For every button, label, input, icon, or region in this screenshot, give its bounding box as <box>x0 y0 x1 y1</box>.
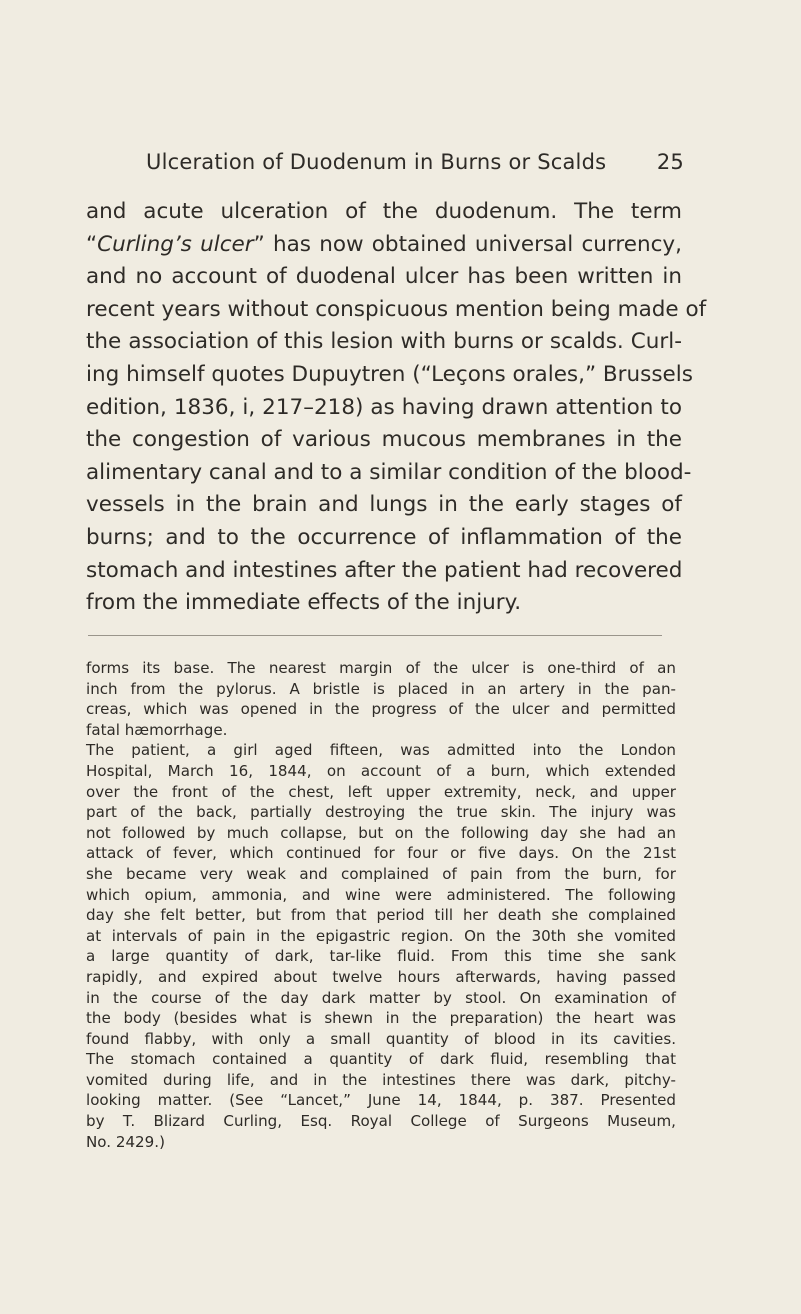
note-line: The patient, a girl aged fifteen, was admitted into the London <box>86 741 676 760</box>
note-line: in the course of the day dark matter by stool. On examination of <box>86 988 676 1007</box>
main-paragraph <box>86 196 707 620</box>
main-text-line: edition, 1836, i, 217–218) as having drawn attention to <box>86 394 682 420</box>
note-line: at intervals of pain in the epigastric region. On the 30th she vomited <box>86 926 676 945</box>
note-line: No. 2429.) <box>86 1132 165 1151</box>
section-divider <box>88 635 662 636</box>
note-line: vomited during life, and in the intestines there was dark, pitchy- <box>86 1070 676 1089</box>
running-head <box>146 150 684 174</box>
italic-term: Curling’s ulcer <box>97 231 254 257</box>
note-line: part of the back, partially destroying the true skin. The injury was <box>86 803 676 822</box>
note-line: inch from the pylorus. A bristle is placed in an artery in the pan- <box>86 679 676 698</box>
main-text-line: and acute ulceration of the duodenum. The term <box>86 199 682 224</box>
note-line: rapidly, and expired about twelve hours afterwards, having passed <box>86 967 676 986</box>
note-line: Hospital, March 16, 1844, on account of a burn, which extended <box>86 761 676 780</box>
note-line: a large quantity of dark, tar-like fluid. From this time she sank <box>86 947 676 966</box>
note-line: fatal hæmorrhage. <box>86 720 228 739</box>
note-line: the body (besides what is shewn in the preparation) the heart was <box>86 1009 676 1028</box>
main-text-line: vessels in the brain and lungs in the early stages of <box>86 492 682 518</box>
note-line: by T. Blizard Curling, Esq. Royal College of Surgeons Museum, <box>86 1112 676 1131</box>
main-text-line: and no account of duodenal ulcer has been written in <box>86 264 682 290</box>
note-line: she became very weak and complained of pain from the burn, for <box>86 864 676 883</box>
main-text-line: stomach and intestines after the patient had recovered <box>86 557 683 583</box>
running-head-title: Ulceration of Duodenum in Burns or Scalds <box>146 150 607 174</box>
note-line: day she felt better, but from that period till her death she complained <box>86 906 676 925</box>
page-number: 25 <box>656 150 684 174</box>
note-line: found flabby, with only a small quantity of blood in its cavities. <box>86 1029 676 1048</box>
main-text-line: burns; and to the occurrence of inflammation of the <box>86 524 682 550</box>
main-text-line: recent years without conspicuous mention being made of <box>86 296 707 322</box>
main-text-line: “Curling’s ulcer” has now obtained universal currency, <box>86 231 682 257</box>
note-line: attack of fever, which continued for four or five days. On the 21st <box>86 844 676 863</box>
main-text-line: ing himself quotes Dupuytren (“Leçons orales,” Brussels <box>86 361 693 387</box>
specimen-note <box>86 658 676 1152</box>
note-line: The stomach contained a quantity of dark fluid, resembling that <box>86 1050 676 1069</box>
note-line: which opium, ammonia, and wine were administered. The following <box>86 885 676 904</box>
note-line: creas, which was opened in the progress of the ulcer and permitted <box>86 700 676 719</box>
main-text-line: from the immediate effects of the injury. <box>86 590 522 616</box>
main-text-line: alimentary canal and to a similar condition of the blood- <box>86 459 692 485</box>
note-line: not followed by much collapse, but on the following day she had an <box>86 823 676 842</box>
main-text-line: the congestion of various mucous membranes in the <box>86 427 682 453</box>
note-line: looking matter. (See “Lancet,” June 14, 1844, p. 387. Presented <box>86 1091 676 1110</box>
note-line: over the front of the chest, left upper extremity, neck, and upper <box>86 782 676 801</box>
main-text-line: the association of this lesion with burns or scalds. Curl- <box>86 329 682 355</box>
note-line: forms its base. The nearest margin of the ulcer is one-third of an <box>86 659 676 677</box>
